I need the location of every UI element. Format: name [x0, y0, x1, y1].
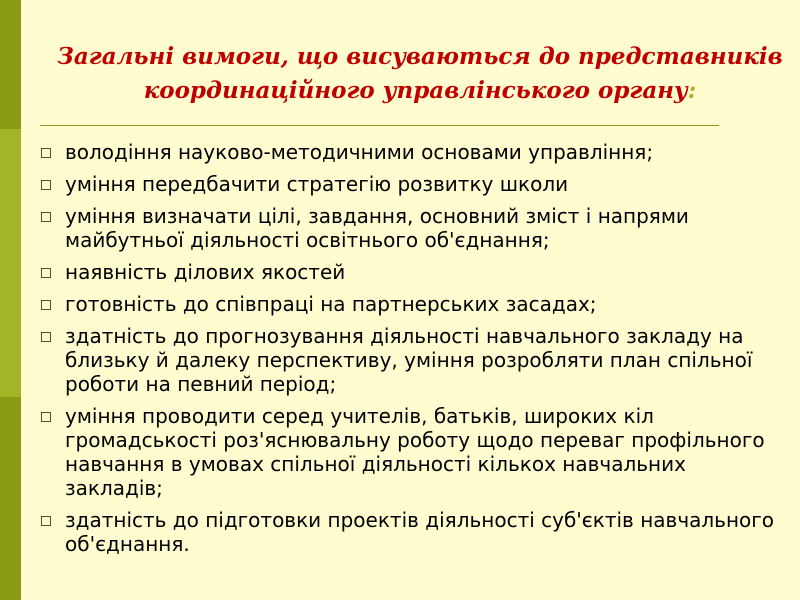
bullet-square-icon — [41, 212, 51, 222]
list-item — [36, 292, 786, 316]
bullet-square-icon — [41, 516, 51, 526]
sidebar-segment-top — [0, 0, 21, 129]
list-item — [36, 508, 786, 556]
sidebar-segment-bottom — [0, 397, 21, 600]
list-item-text: уміння проводити серед учителів, батьків, широких кіл громадськості роз'яснювальну роботу щодо переваг профільного навчання в умовах спільної діяльності кількох навчальних закладів; — [65, 404, 765, 500]
list-item-text: уміння визначати цілі, завдання, основний зміст і напрями майбутньої діяльності освітнього об'єднання; — [65, 204, 689, 252]
slide-title-colon: : — [687, 77, 697, 104]
list-item-text: здатність до підготовки проектів діяльності суб'єктів навчального об'єднання. — [65, 508, 775, 556]
slide-title — [40, 40, 800, 108]
decorative-sidebar — [0, 0, 21, 600]
slide-title-text: Загальні вимоги, що висуваються до представників координаційного управлінського органу — [57, 43, 783, 104]
list-item-text: наявність ділових якостей — [65, 260, 346, 284]
bullet-square-icon — [41, 148, 51, 158]
sidebar-segment-middle — [0, 129, 21, 397]
list-item — [36, 404, 786, 500]
bullet-square-icon — [41, 300, 51, 310]
list-item — [36, 324, 786, 396]
title-divider — [40, 125, 719, 126]
bullet-square-icon — [41, 332, 51, 342]
list-item — [36, 260, 786, 284]
bullet-square-icon — [41, 412, 51, 422]
list-item — [36, 204, 786, 252]
bullet-square-icon — [41, 268, 51, 278]
list-item-text: здатність до прогнозування діяльності навчального закладу на близьку й далеку перспективу, уміння розробляти план спільної роботи на певний період; — [65, 324, 753, 396]
list-item — [36, 140, 786, 164]
requirements-list — [36, 140, 786, 564]
list-item-text: володіння науково-методичними основами управління; — [65, 140, 654, 164]
list-item — [36, 172, 786, 196]
list-item-text: уміння передбачити стратегію розвитку школи — [65, 172, 569, 196]
bullet-square-icon — [41, 180, 51, 190]
list-item-text: готовність до співпраці на партнерських засадах; — [65, 292, 597, 316]
